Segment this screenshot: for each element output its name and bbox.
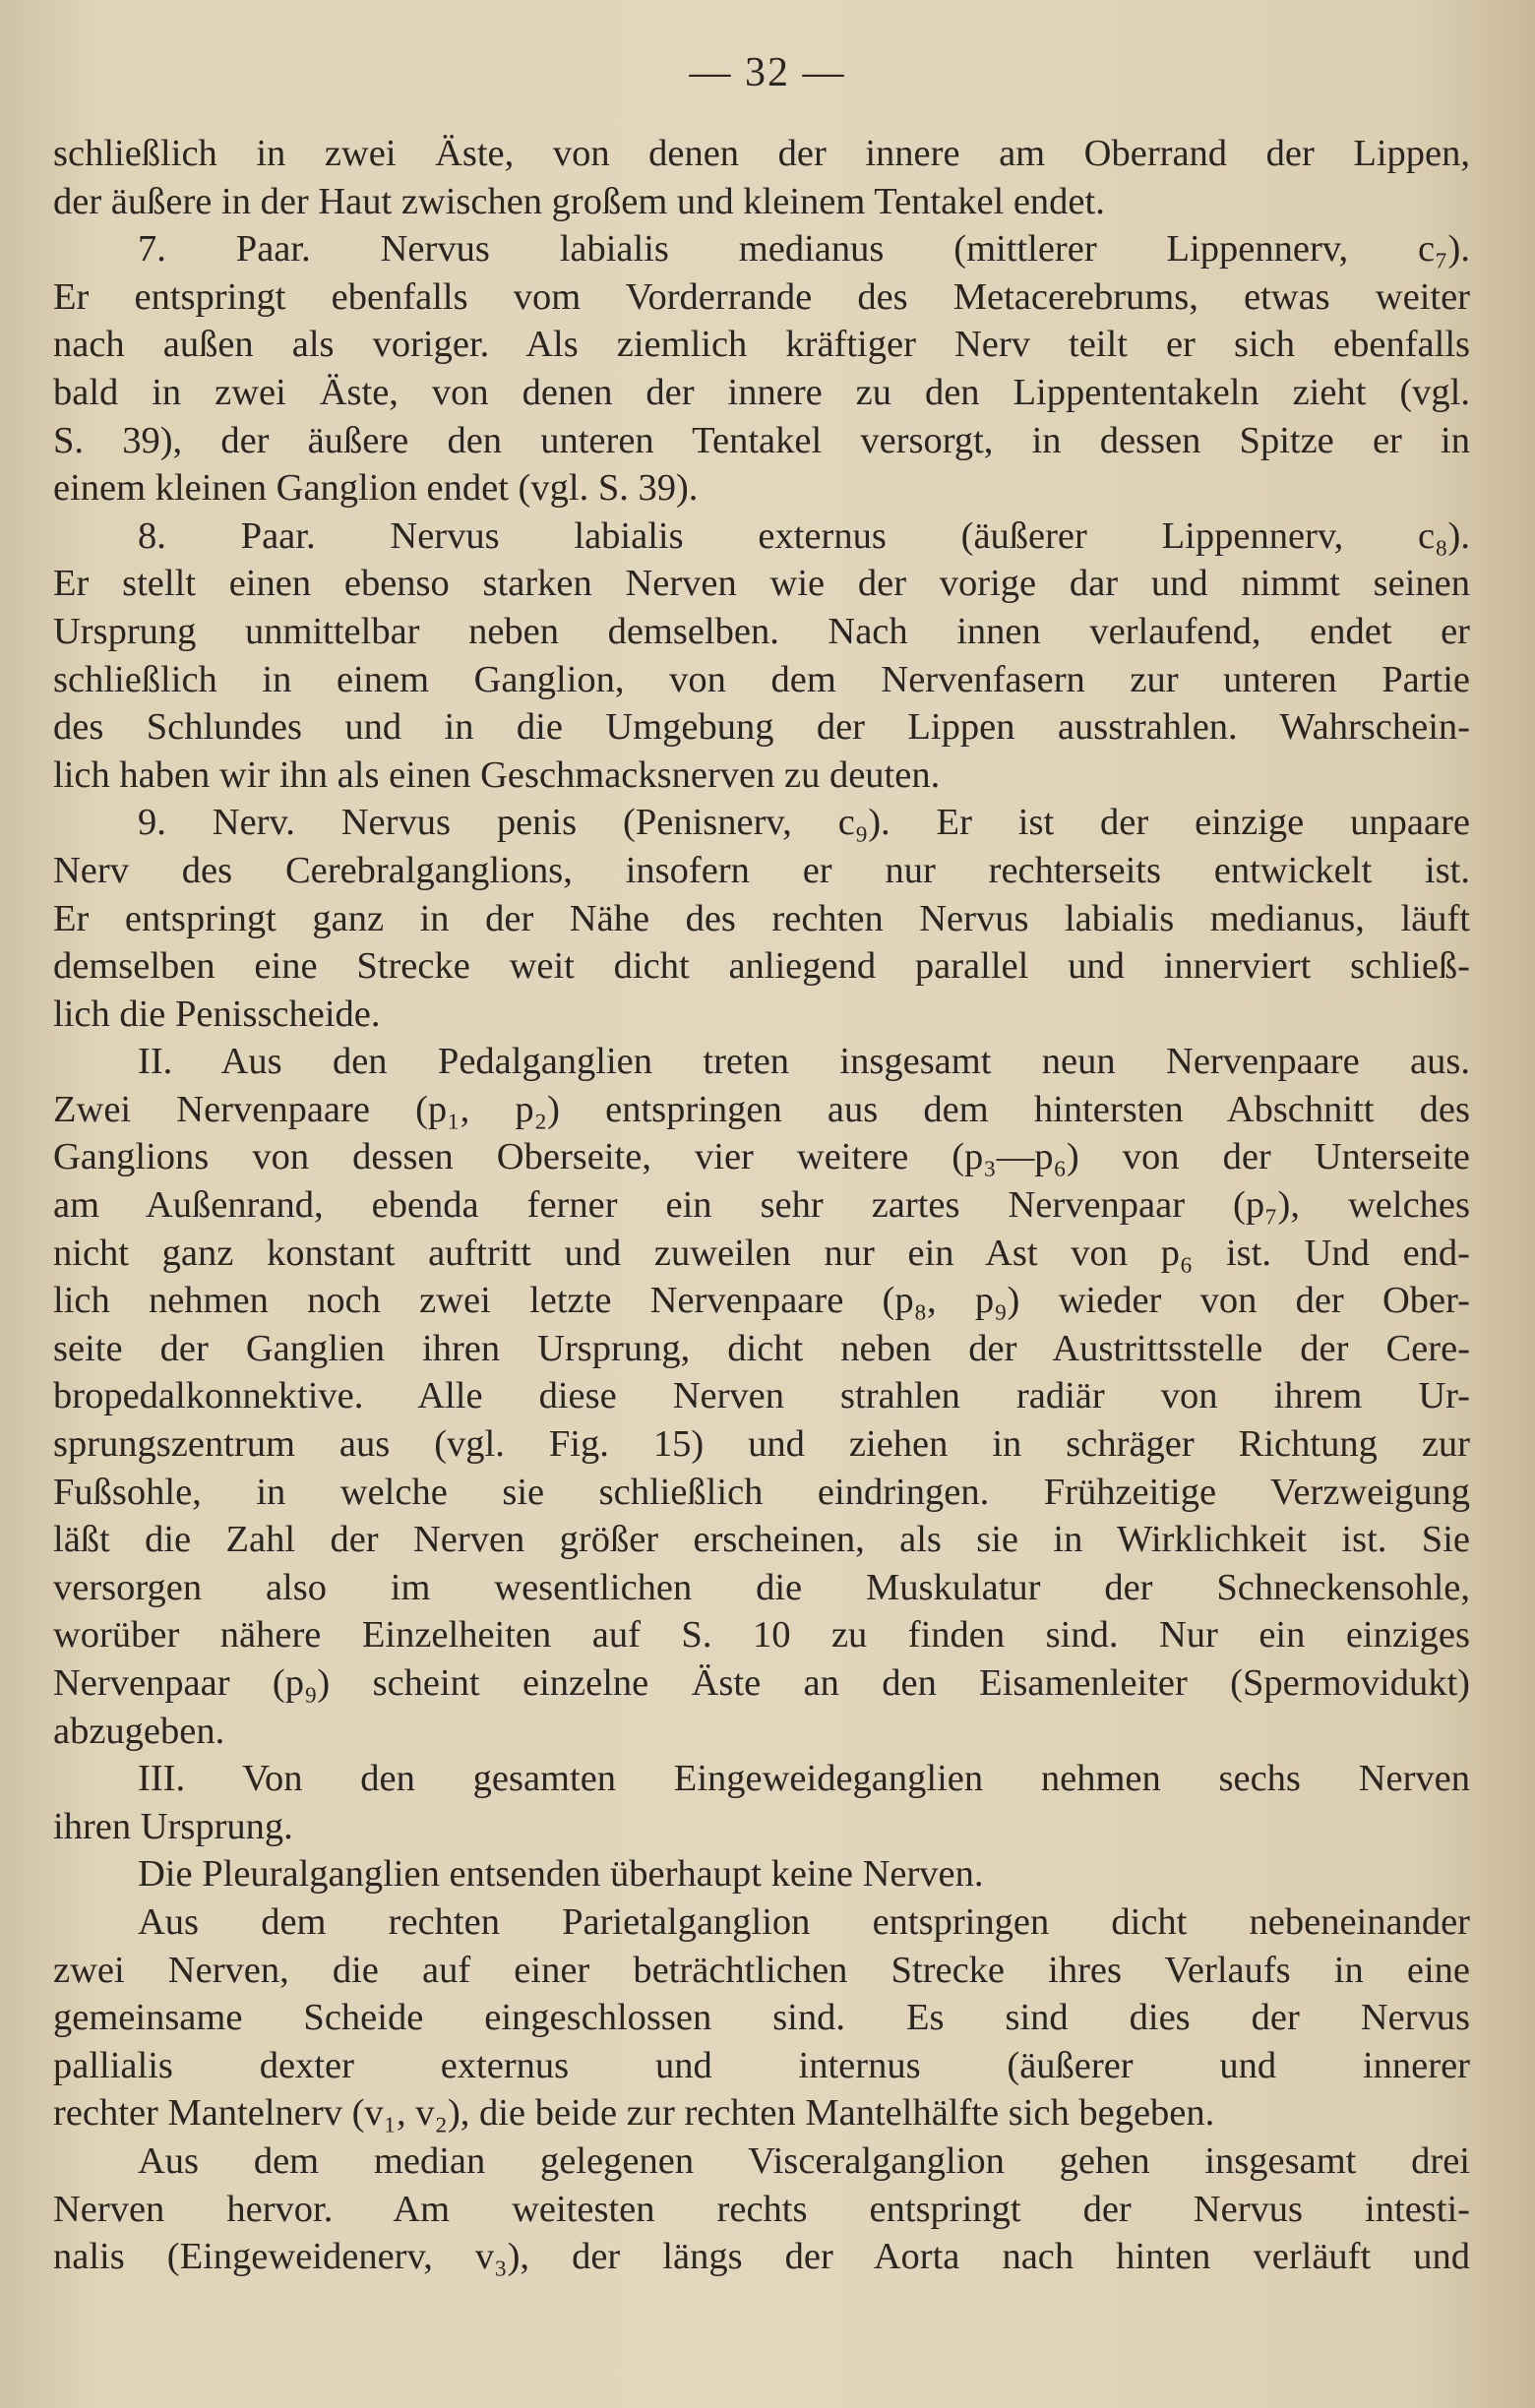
- text-line: zwei Nerven, die auf einer beträchtlichen Strecke ihres Verlaufs in eine: [53, 1949, 1470, 1991]
- text-line: S. 39), der äußere den unteren Tentakel versorgt, in dessen Spitze er in: [53, 419, 1470, 461]
- text-line: lich nehmen noch zwei letzte Nervenpaare (p₈, p₉) wieder von der Ober-: [53, 1280, 1470, 1322]
- text-line: versorgen also im wesentlichen die Muskulatur der Schneckensohle,: [53, 1566, 1470, 1608]
- text-line: der äußere in der Haut zwischen großem und kleinem Tentakel endet.: [53, 180, 1105, 222]
- text-line: Aus dem rechten Parietalganglion entspringen dicht nebeneinander: [138, 1900, 1470, 1943]
- text-line: worüber nähere Einzelheiten auf S. 10 zu finden sind. Nur ein einziges: [53, 1614, 1470, 1656]
- text-line: des Schlundes und in die Umgebung der Lippen ausstrahlen. Wahrschein-: [53, 706, 1470, 749]
- text-line: sprungszentrum aus (vgl. Fig. 15) und ziehen in schräger Richtung zur: [53, 1423, 1470, 1466]
- text-line: nicht ganz konstant auftritt und zuweilen nur ein Ast von p₆ ist. Und end-: [53, 1232, 1470, 1274]
- text-line: rechter Mantelnerv (v₁, v₂), die beide zur rechten Mantelhälfte sich begeben.: [53, 2092, 1215, 2135]
- text-line: seite der Ganglien ihren Ursprung, dicht neben der Austrittsstelle der Cere-: [53, 1327, 1470, 1369]
- text-line: schließlich in zwei Äste, von denen der innere am Oberrand der Lippen,: [53, 133, 1470, 174]
- text-line: abzugeben.: [53, 1710, 225, 1752]
- text-line: läßt die Zahl der Nerven größer erscheinen, als sie in Wirklichkeit ist. Sie: [53, 1519, 1470, 1561]
- text-line: II. Aus den Pedalganglien treten insgesamt neun Nervenpaare aus.: [138, 1041, 1470, 1083]
- text-line: Er entspringt ebenfalls vom Vorderrande des Metacerebrums, etwas weiter: [53, 275, 1470, 318]
- text-line: lich die Penisscheide.: [53, 993, 381, 1035]
- text-line: nach außen als voriger. Als ziemlich kräftiger Nerv teilt er sich ebenfalls: [53, 324, 1470, 366]
- text-line: demselben eine Strecke weit dicht anliegend parallel und innerviert schließ-: [53, 945, 1470, 988]
- text-line: III. Von den gesamten Eingeweideganglien nehmen sechs Nerven: [138, 1758, 1470, 1800]
- text-line: 7. Paar. Nervus labialis medianus (mittlerer Lippennerv, c₇).: [138, 228, 1470, 271]
- text-line: schließlich in einem Ganglion, von dem Nervenfasern zur unteren Partie: [53, 658, 1470, 700]
- text-line: ihren Ursprung.: [53, 1805, 293, 1847]
- text-line: Fußsohle, in welche sie schließlich eindringen. Frühzeitige Verzweigung: [53, 1471, 1470, 1513]
- text-line: Nervenpaar (p₉) scheint einzelne Äste an den Eisamenleiter (Spermovidukt): [53, 1662, 1470, 1704]
- page-number: — 32 —: [689, 50, 846, 95]
- text-line: Ursprung unmittelbar neben demselben. Nach innen verlaufend, endet er: [53, 610, 1470, 652]
- body-text: [53, 130, 1470, 2281]
- text-line: Ganglions von dessen Oberseite, vier weitere (p₃—p₆) von der Unterseite: [53, 1136, 1470, 1178]
- text-line: Er stellt einen ebenso starken Nerven wie der vorige dar und nimmt seinen: [53, 563, 1470, 605]
- text-line: 9. Nerv. Nervus penis (Penisnerv, c₉). Er ist der einzige unpaare: [138, 802, 1470, 844]
- text-line: Die Pleuralganglien entsenden überhaupt keine Nerven.: [138, 1853, 984, 1896]
- text-line: am Außenrand, ebenda ferner ein sehr zartes Nervenpaar (p₇), welches: [53, 1184, 1470, 1227]
- text-line: pallialis dexter externus und internus (äußerer und innerer: [53, 2044, 1470, 2086]
- text-line: Er entspringt ganz in der Nähe des rechten Nervus labialis medianus, läuft: [53, 897, 1470, 939]
- text-line: Nerv des Cerebralganglions, insofern er nur rechterseits entwickelt ist.: [53, 849, 1470, 891]
- text-line: einem kleinen Ganglion endet (vgl. S. 39).: [53, 467, 699, 510]
- text-line: gemeinsame Scheide eingeschlossen sind. Es sind dies der Nervus: [53, 1997, 1470, 2039]
- text-line: Zwei Nervenpaare (p₁, p₂) entspringen aus dem hintersten Abschnitt des: [53, 1088, 1470, 1130]
- text-line: bropedalkonnektive. Alle diese Nerven strahlen radiär von ihrem Ur-: [53, 1375, 1470, 1417]
- text-line: 8. Paar. Nervus labialis externus (äußerer Lippennerv, c₈).: [138, 514, 1470, 557]
- text-line: nalis (Eingeweidenerv, v₃), der längs der Aorta nach hinten verläuft und: [53, 2236, 1470, 2278]
- text-line: Nerven hervor. Am weitesten rechts entspringt der Nervus intesti-: [53, 2188, 1470, 2230]
- text-line: Aus dem median gelegenen Visceralganglion gehen insgesamt drei: [138, 2139, 1470, 2182]
- text-line: bald in zwei Äste, von denen der innere zu den Lippententakeln zieht (vgl.: [53, 371, 1470, 413]
- text-line: lich haben wir ihn als einen Geschmacksnerven zu deuten.: [53, 753, 941, 796]
